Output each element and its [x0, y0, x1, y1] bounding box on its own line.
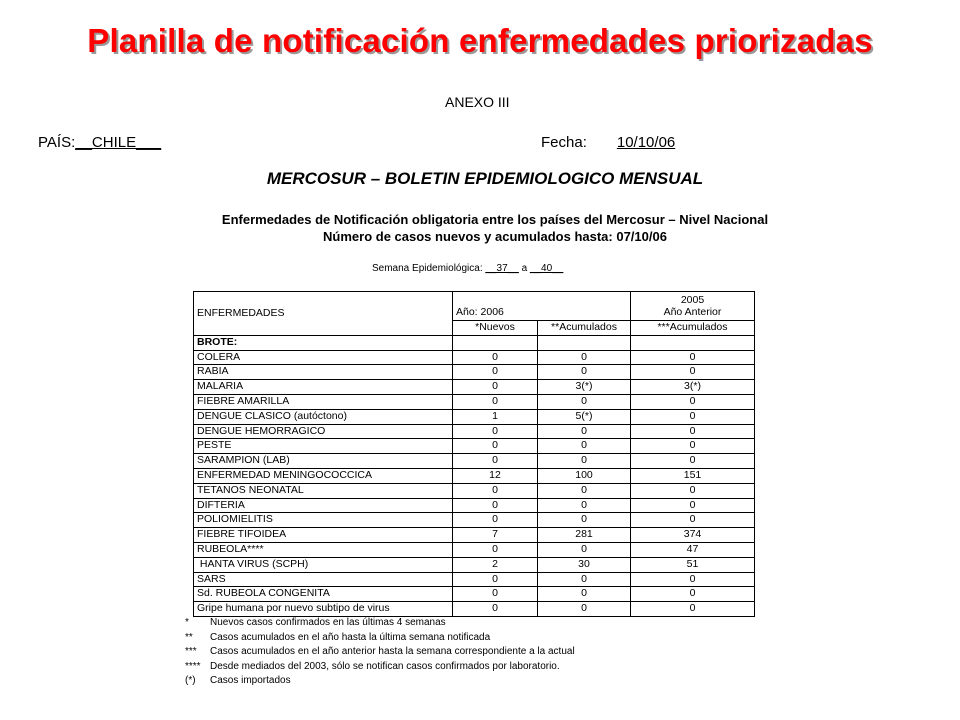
table-row	[194, 365, 755, 380]
acumulados-value: 30	[538, 557, 631, 572]
acumulados-value: 0	[538, 350, 631, 365]
footnotes	[185, 616, 575, 689]
nuevos-value: 0	[453, 380, 538, 395]
footnote-text: Casos acumulados en el año anterior hasta la semana correspondiente a la actual	[210, 646, 575, 657]
anexo-label: ANEXO III	[445, 94, 510, 110]
date-value: 10/10/06	[616, 134, 676, 151]
table-header-row-1	[194, 292, 755, 321]
table-row	[194, 542, 755, 557]
acumulados-value: 0	[538, 483, 631, 498]
table-row	[194, 350, 755, 365]
table-row	[194, 394, 755, 409]
nuevos-value: 0	[453, 498, 538, 513]
disease-name: DIFTERIA	[194, 498, 453, 513]
header-nuevos: *Nuevos	[453, 321, 538, 336]
header-year: Año: 2006	[453, 292, 631, 321]
table-row	[194, 439, 755, 454]
footnote-mark: (*)	[185, 675, 196, 686]
acumulados-prev-value: 0	[631, 587, 755, 602]
table-row	[194, 454, 755, 469]
acumulados-value: 0	[538, 365, 631, 380]
table-row	[194, 409, 755, 424]
table-row	[194, 483, 755, 498]
table-row	[194, 424, 755, 439]
acumulados-value: 100	[538, 468, 631, 483]
acumulados-prev-value: 151	[631, 468, 755, 483]
acumulados-prev-value: 0	[631, 513, 755, 528]
epi-week-to: __40__	[529, 263, 564, 274]
table-row	[194, 513, 755, 528]
disease-name: FIEBRE AMARILLA	[194, 394, 453, 409]
nuevos-value: 2	[453, 557, 538, 572]
nuevos-value: 12	[453, 468, 538, 483]
table-row	[194, 587, 755, 602]
disease-name: HANTA VIRUS (SCPH)	[194, 557, 453, 572]
country-label: PAÍS:	[38, 134, 76, 151]
acumulados-prev-value: 3(*)	[631, 380, 755, 395]
nuevos-value: 0	[453, 394, 538, 409]
disease-name: PESTE	[194, 439, 453, 454]
acumulados-value: 0	[538, 498, 631, 513]
acumulados-prev-value: 0	[631, 424, 755, 439]
footnote	[185, 616, 575, 631]
disease-name: DENGUE HEMORRAGICO	[194, 424, 453, 439]
acumulados-prev-value: 0	[631, 365, 755, 380]
disease-name: FIEBRE TIFOIDEA	[194, 528, 453, 543]
subtitle-line-2: Número de casos nuevos y acumulados hasta: 07/10/06	[323, 229, 667, 244]
epi-week-from: __37__	[485, 263, 519, 274]
acumulados-value: 0	[538, 439, 631, 454]
disease-name: Sd. RUBEOLA CONGENITA	[194, 587, 453, 602]
nuevos-value: 1	[453, 409, 538, 424]
acumulados-prev-value: 0	[631, 572, 755, 587]
disease-name: RABIA	[194, 365, 453, 380]
acumulados-prev-value: 0	[631, 602, 755, 617]
section-brote-label: BROTE:	[194, 335, 453, 350]
footnote-mark: *	[185, 617, 189, 628]
nuevos-value: 0	[453, 513, 538, 528]
footnote-mark: ****	[185, 660, 201, 672]
nuevos-value: 0	[453, 424, 538, 439]
nuevos-value: 0	[453, 350, 538, 365]
disease-name: SARAMPION (LAB)	[194, 454, 453, 469]
disease-name: Gripe humana por nuevo subtipo de virus	[194, 602, 453, 617]
page-title: Planilla de notificación enfermedades priorizadas	[87, 22, 873, 59]
header-acumulados-prev: ***Acumulados	[631, 321, 755, 336]
acumulados-prev-value: 0	[631, 439, 755, 454]
acumulados-prev-value: 47	[631, 542, 755, 557]
acumulados-prev-value: 0	[631, 350, 755, 365]
disease-name: COLERA	[194, 350, 453, 365]
header-prev-year	[631, 292, 755, 321]
footnote	[185, 631, 575, 646]
acumulados-prev-value: 0	[631, 409, 755, 424]
epi-week-label: Semana Epidemiológica:	[372, 263, 483, 274]
disease-name: RUBEOLA****	[194, 542, 453, 557]
header-prev-year-label: Año Anterior	[663, 306, 722, 318]
acumulados-prev-value: 0	[631, 483, 755, 498]
acumulados-value: 0	[538, 587, 631, 602]
acumulados-value: 3(*)	[538, 380, 631, 395]
header-enfermedades: ENFERMEDADES	[194, 292, 453, 336]
epi-week-range	[372, 263, 563, 274]
diseases-table	[193, 291, 755, 617]
disease-name: MALARIA	[194, 380, 453, 395]
date-field	[541, 134, 675, 151]
header-prev-year-number: 2005	[680, 294, 705, 306]
date-label: Fecha:	[541, 134, 587, 151]
footnote	[185, 660, 575, 675]
empty-cell	[631, 335, 755, 350]
table-row	[194, 468, 755, 483]
country-value: __CHILE___	[75, 134, 162, 151]
nuevos-value: 0	[453, 602, 538, 617]
acumulados-prev-value: 51	[631, 557, 755, 572]
subtitle-line-1: Enfermedades de Notificación obligatoria entre los países del Mercosur – Nivel Nacional	[221, 212, 769, 227]
footnote-text: Casos acumulados en el año hasta la última semana notificada	[210, 631, 491, 643]
header-acumulados: **Acumulados	[538, 321, 631, 336]
disease-name: DENGUE CLASICO (autóctono)	[194, 409, 453, 424]
disease-name: POLIOMIELITIS	[194, 513, 453, 528]
footnote-text: Casos importados	[210, 675, 291, 686]
table-row	[194, 380, 755, 395]
footnote-text: Nuevos casos confirmados en las últimas 4 semanas	[210, 617, 446, 628]
country-field	[38, 134, 161, 151]
footnote-mark: **	[185, 631, 193, 643]
acumulados-prev-value: 0	[631, 454, 755, 469]
disease-name: ENFERMEDAD MENINGOCOCCICA	[194, 468, 453, 483]
table-row	[194, 602, 755, 617]
nuevos-value: 7	[453, 528, 538, 543]
acumulados-value: 0	[538, 602, 631, 617]
nuevos-value: 0	[453, 572, 538, 587]
acumulados-value: 5(*)	[538, 409, 631, 424]
footnote-text: Desde mediados del 2003, sólo se notifican casos confirmados por laboratorio.	[210, 660, 560, 672]
nuevos-value: 0	[453, 365, 538, 380]
nuevos-value: 0	[453, 439, 538, 454]
nuevos-value: 0	[453, 454, 538, 469]
acumulados-prev-value: 0	[631, 498, 755, 513]
footnote	[185, 645, 575, 660]
acumulados-value: 0	[538, 394, 631, 409]
acumulados-prev-value: 0	[631, 394, 755, 409]
nuevos-value: 0	[453, 483, 538, 498]
section-row-brote	[194, 335, 755, 350]
table-row	[194, 498, 755, 513]
empty-cell	[453, 335, 538, 350]
acumulados-value: 0	[538, 454, 631, 469]
disease-name: TETANOS NEONATAL	[194, 483, 453, 498]
nuevos-value: 0	[453, 542, 538, 557]
acumulados-value: 0	[538, 542, 631, 557]
epi-week-separator: a	[521, 263, 528, 274]
acumulados-value: 0	[538, 572, 631, 587]
table-row	[194, 572, 755, 587]
disease-name: SARS	[194, 572, 453, 587]
footnote	[185, 674, 575, 689]
bulletin-title: MERCOSUR – BOLETIN EPIDEMIOLOGICO MENSUAL	[266, 169, 704, 188]
table-row	[194, 528, 755, 543]
footnote-mark: ***	[185, 646, 197, 657]
acumulados-value: 0	[538, 513, 631, 528]
acumulados-value: 0	[538, 424, 631, 439]
acumulados-prev-value: 374	[631, 528, 755, 543]
empty-cell	[538, 335, 631, 350]
nuevos-value: 0	[453, 587, 538, 602]
table-row	[194, 557, 755, 572]
disease-rows	[194, 350, 755, 616]
acumulados-value: 281	[538, 528, 631, 543]
